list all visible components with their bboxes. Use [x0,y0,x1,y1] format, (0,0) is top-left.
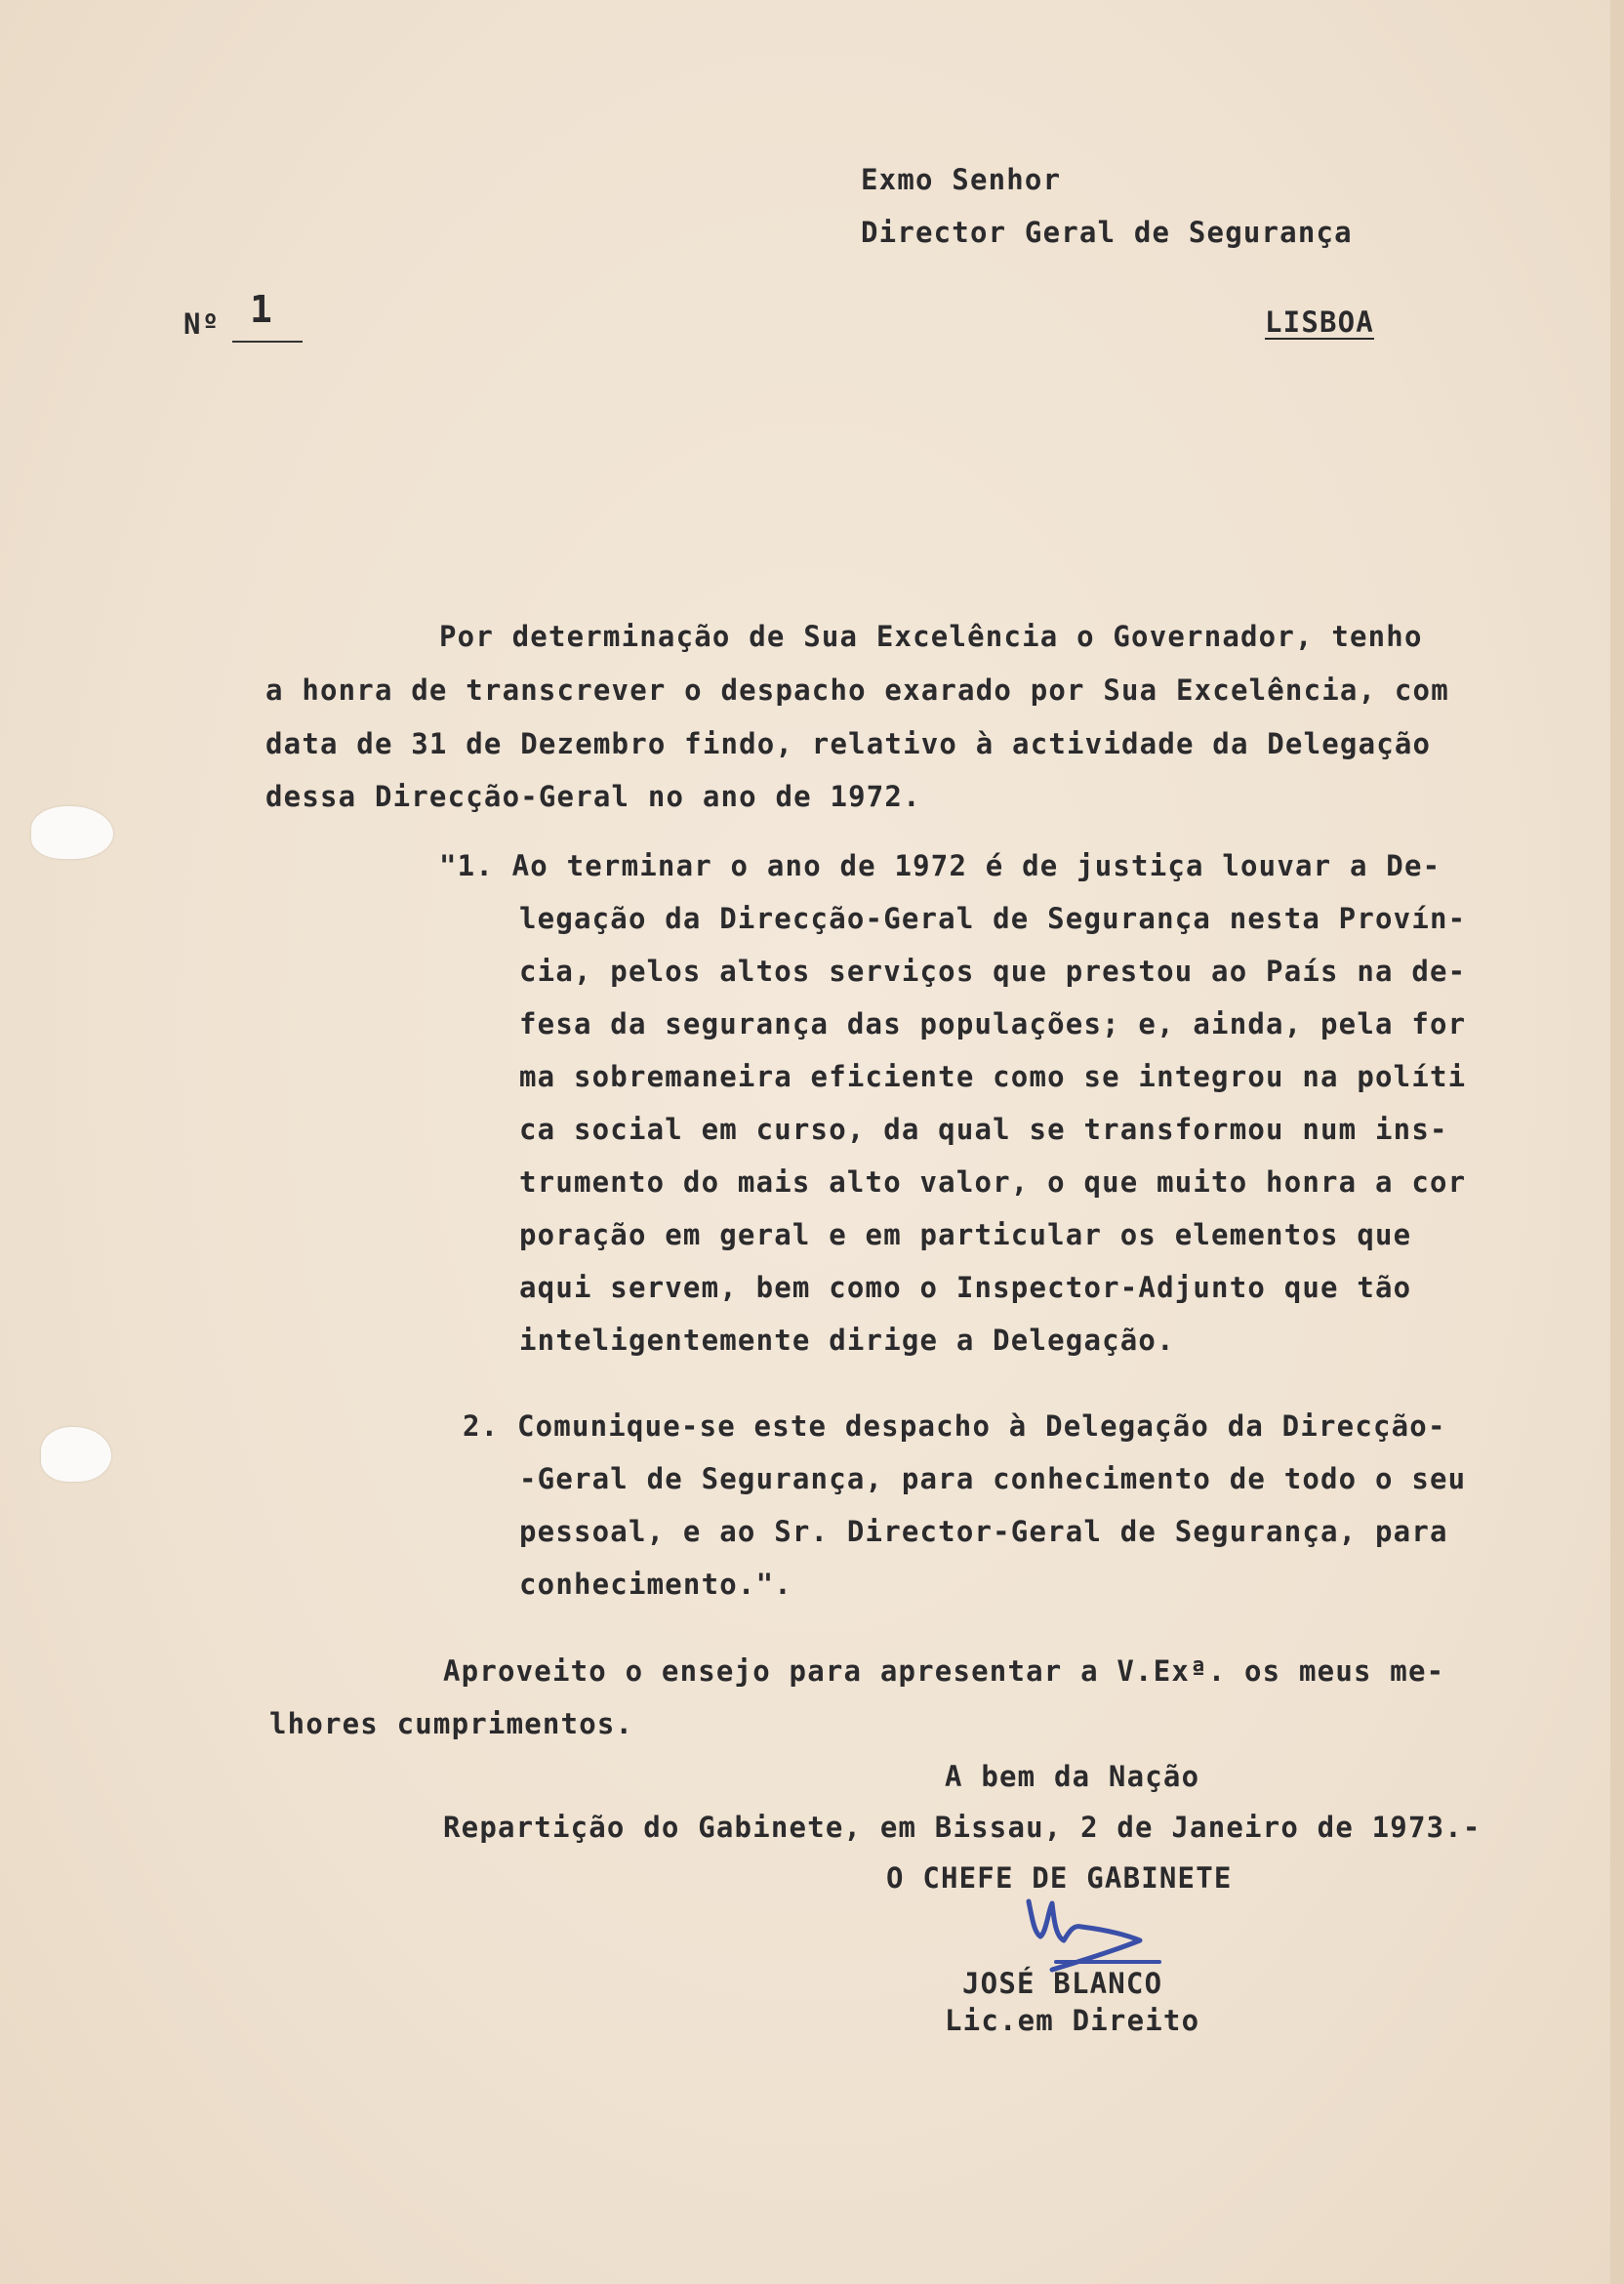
item1-line: inteligentemente dirige a Delegação. [519,1324,1175,1357]
number-underline [232,341,303,343]
number-label: Nº [183,307,221,341]
item2-line: pessoal, e ao Sr. Director-Geral de Segurança, para [519,1515,1448,1548]
signatory-degree: Lic.em Direito [945,2004,1200,2037]
signatory-title: O CHEFE DE GABINETE [886,1861,1233,1895]
place-date: Repartição do Gabinete, em Bissau, 2 de Janeiro de 1973.- [443,1811,1482,1844]
closing-line: Aproveito o ensejo para apresentar a V.Exª. os meus me- [443,1654,1445,1688]
item2-line: 2. Comunique-se este despacho à Delegação da Direcção- [463,1409,1446,1443]
item1-line: legação da Direcção-Geral de Segurança nesta Provín- [519,902,1467,935]
item2-line: conhecimento.". [519,1568,792,1601]
intro-line: data de 31 de Dezembro findo, relativo à actividade da Delegação [265,727,1432,760]
handwritten-signature [1013,1882,1189,1989]
item1-line: fesa da segurança das populações; e, ainda, pela for [519,1007,1467,1040]
salutation: Exmo Senhor [861,163,1062,196]
punch-hole-bottom [41,1427,111,1482]
item1-line: poração em geral e em particular os elementos que [519,1218,1412,1251]
paper-edge [1610,0,1624,2284]
item1-line: ma sobremaneira eficiente como se integrou na políti [519,1060,1467,1093]
intro-line: dessa Direcção-Geral no ano de 1972. [265,780,921,813]
signatory-name: JOSÉ BLANCO [962,1967,1163,2000]
item1-line: trumento do mais alto valor, o que muito honra a cor [519,1165,1467,1199]
recipient: Director Geral de Segurança [861,216,1353,249]
item2-line: -Geral de Segurança, para conhecimento de todo o seu [519,1462,1467,1495]
punch-hole-top [31,806,113,859]
intro-line: a honra de transcrever o despacho exarado por Sua Excelência, com [265,673,1449,707]
item1-line: ca social em curso, da qual se transformou num ins- [519,1113,1448,1146]
item1-line: "1. Ao terminar o ano de 1972 é de justiça louvar a De- [439,849,1441,882]
item1-line: aqui servem, bem como o Inspector-Adjunto que tão [519,1271,1412,1304]
item1-line: cia, pelos altos serviços que prestou ao País na de- [519,955,1467,988]
motto: A bem da Nação [945,1760,1200,1793]
city: LISBOA [1265,306,1374,339]
number-value: 1 [250,288,274,331]
intro-line: Por determinação de Sua Excelência o Governador, tenho [439,620,1423,653]
closing-line: lhores cumprimentos. [269,1707,634,1740]
